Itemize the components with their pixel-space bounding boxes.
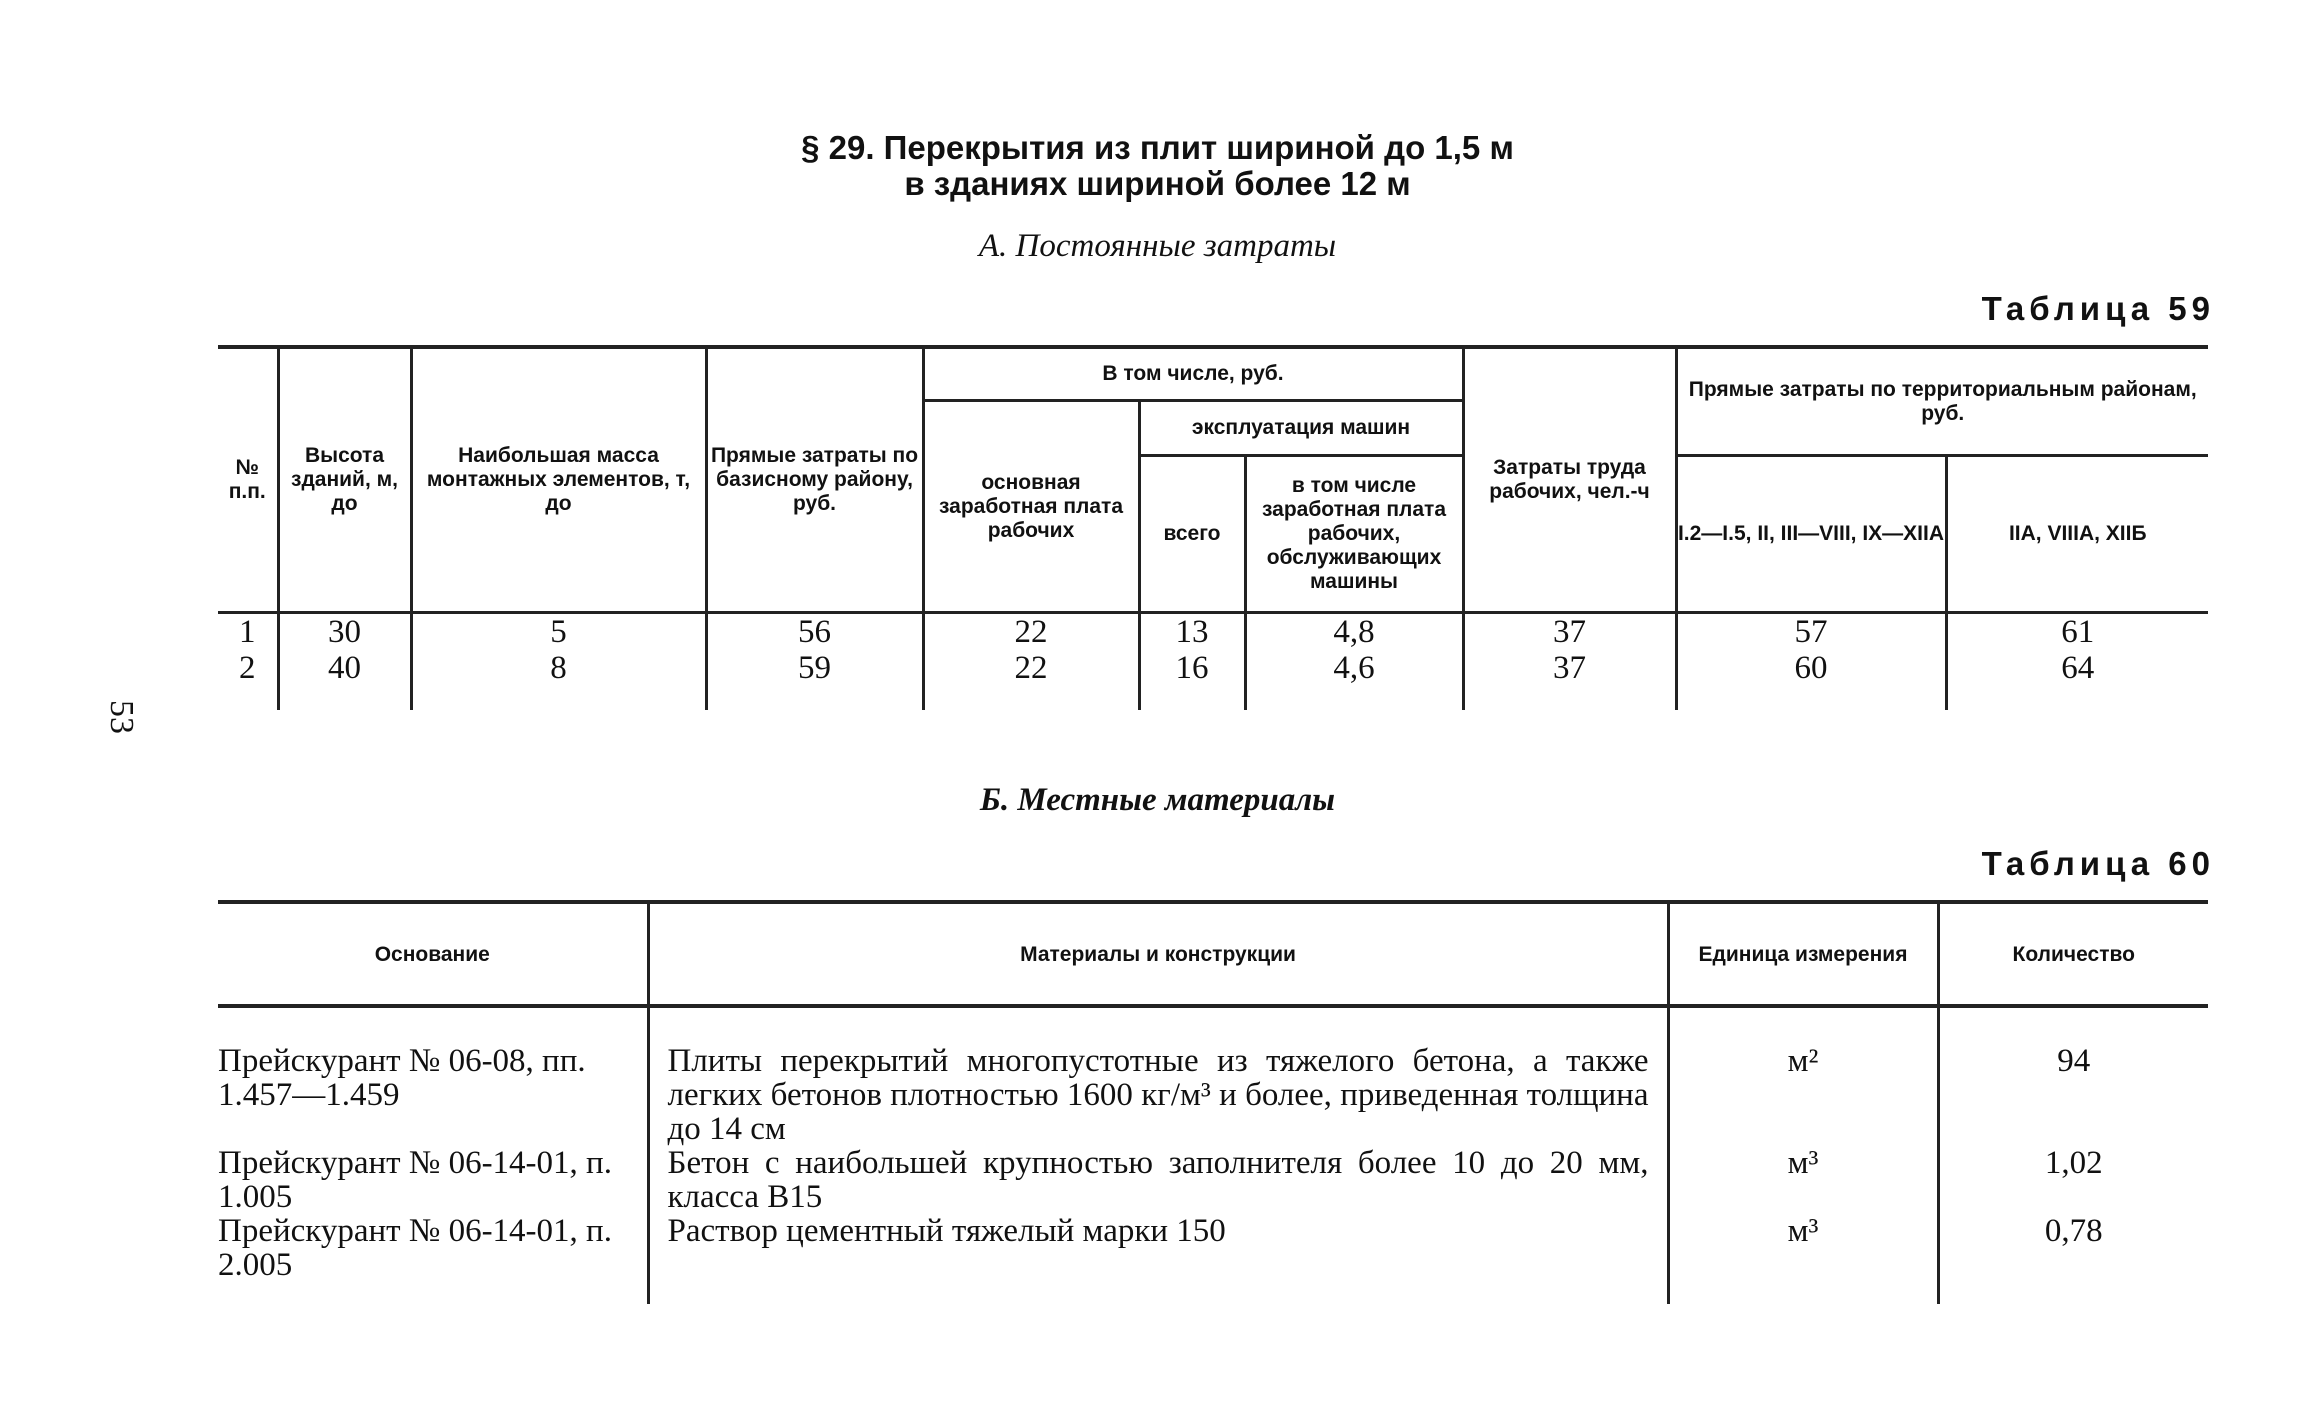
cell-material: Раствор цементный тяжелый марки 150 [648, 1214, 1668, 1304]
cell-labor: 37 [1463, 613, 1676, 651]
cell-num: 2 [239, 650, 256, 686]
cell-material: Плиты перекрытий многопустотные из тяжелого бетона, а также легких бетонов плотностью 1600 кг/м³ и более, приведенная толщина до 14 см [648, 1006, 1668, 1146]
cell-machine-wage: 4,8 [1245, 613, 1463, 651]
cell-height: 30 [278, 613, 411, 651]
col-machine-wage-header: в том числе заработная плата рабочих, обслуживающих машины [1245, 456, 1463, 613]
cell-machine-wage: 4,6 [1245, 650, 1463, 710]
col-unit-header: Единица измерения [1668, 902, 1938, 1006]
cell-direct: 59 [706, 650, 923, 710]
cell-total: 16 [1139, 650, 1245, 710]
cell-wage: 22 [923, 613, 1139, 651]
col-num-header: № п.п. [218, 347, 278, 613]
table60-label: Таблица 60 [1981, 845, 2215, 882]
section-title-line1: § 29. Перекрытия из плит шириной до 1,5 м [801, 129, 1514, 166]
cell-unit: м³ [1668, 1214, 1938, 1304]
col-height-header: Высота зданий, м, до [278, 347, 411, 613]
cell-region2: 61 [1946, 613, 2208, 651]
cell-qty: 0,78 [1938, 1214, 2208, 1304]
cell-height: 40 [278, 650, 411, 710]
cell-unit: м³ [1668, 1146, 1938, 1214]
table-row [218, 650, 2208, 710]
cell-labor: 37 [1463, 650, 1676, 710]
col-direct-regions-header: Прямые затраты по территориальным районам, руб. [1676, 347, 2208, 456]
col-incl-rub-header: В том числе, руб. [923, 347, 1463, 401]
col-total-header: всего [1139, 456, 1245, 613]
section-title-line2: в зданиях шириной более 12 м [904, 165, 1411, 202]
col-mass-header: Наибольшая масса монтажных элементов, т, до [411, 347, 706, 613]
cell-material: Бетон с наибольшей крупностью заполнителя более 10 до 20 мм, класса В15 [648, 1146, 1668, 1214]
table-row [218, 1006, 2208, 1146]
table-row [218, 1214, 2208, 1304]
col-basis-header: Основание [218, 902, 648, 1006]
col-labor-header: Затраты труда рабочих, чел.-ч [1463, 347, 1676, 613]
cell-num: 1 [218, 613, 278, 651]
cell-qty: 1,02 [1938, 1146, 2208, 1214]
table59-label: Таблица 59 [1981, 290, 2215, 327]
cell-unit: м² [1668, 1006, 1938, 1146]
col-region2-header: IIA, VIIIA, XIIБ [1946, 456, 2208, 613]
col-direct-base-header: Прямые затраты по базисному району, руб. [706, 347, 923, 613]
cell-region1: 60 [1676, 650, 1946, 710]
cell-wage: 22 [923, 650, 1139, 710]
table-row [218, 613, 2208, 651]
cell-total: 13 [1139, 613, 1245, 651]
table-60 [218, 900, 2208, 1304]
col-quantity-header: Количество [1938, 902, 2208, 1006]
col-region1-header: I.2—I.5, II, III—VIII, IX—XIIA [1676, 456, 1946, 613]
table-row [218, 1146, 2208, 1214]
cell-qty: 94 [1938, 1006, 2208, 1146]
cell-basis: Прейскурант № 06-14-01, п. 2.005 [218, 1213, 612, 1283]
cell-mass: 5 [411, 613, 706, 651]
cell-region2: 64 [1946, 650, 2208, 710]
cell-mass: 8 [411, 650, 706, 710]
part-b-title: Б. Местные материалы [979, 782, 1336, 818]
col-machine-ops-header: эксплуатация машин [1139, 401, 1463, 456]
table-59 [218, 345, 2208, 710]
col-materials-header: Материалы и конструкции [648, 902, 1668, 1006]
cell-basis: Прейскурант № 06-08, пп. 1.457—1.459 [218, 1043, 586, 1113]
col-base-wage-header: основная заработная плата рабочих [923, 401, 1139, 613]
cell-basis: Прейскурант № 06-14-01, п. 1.005 [218, 1145, 612, 1215]
page-number: 53 [103, 700, 140, 734]
part-a-title: А. Постоянные затраты [978, 228, 1337, 264]
cell-region1: 57 [1676, 613, 1946, 651]
cell-direct: 56 [706, 613, 923, 651]
